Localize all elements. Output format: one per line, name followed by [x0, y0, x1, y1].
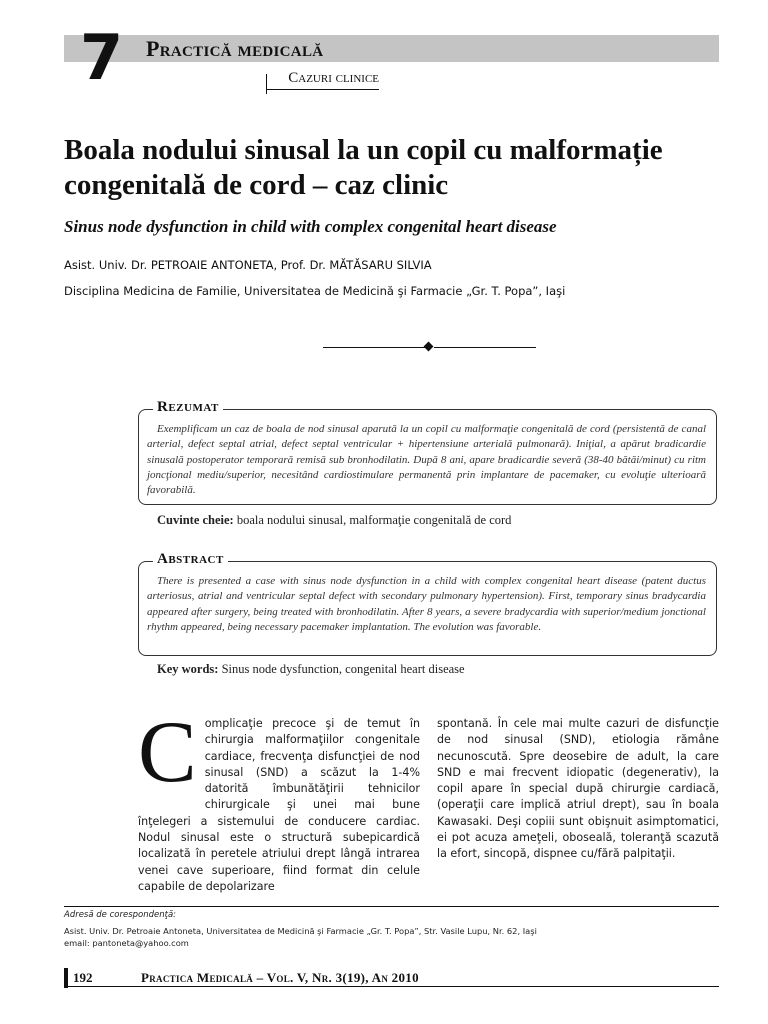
footer-rule — [64, 986, 719, 987]
rezumat-label: Rezumat — [153, 399, 223, 416]
keywords-ro-label: Cuvinte cheie: — [157, 513, 234, 527]
correspondence-email: email: pantoneta@yahoo.com — [64, 938, 189, 948]
journal-reference: Practica Medicală – Vol. V, Nr. 3(19), An 2010 — [141, 970, 419, 985]
body-left-text: omplicaţie precoce şi de temut în chirurgia malformaţiilor congenitale cardiace, frecvenţa disfuncţiei de nod sinusal (SND) a scăzut la 1-4% datorită îmbunătăţirii tehnicilor chirurgicale şi unei mai bune înţelegeri a sistemului de conducere cardiac. Nodul sinusal este o structură subepicardică localizată în peretele atriului drept lângă intrarea venei cave superioare, fiind format din celule capabile de depolarizare — [138, 717, 420, 893]
rezumat-box — [138, 399, 717, 505]
body-right-column — [437, 716, 719, 863]
divider-left — [323, 347, 425, 348]
correspondence-label: Adresă de corespondenţă: — [64, 910, 177, 920]
dropcap: C — [138, 704, 197, 801]
article-title: Boala nodului sinusal la un copil cu malformație congenitală de cord – caz clinic — [64, 134, 663, 201]
abstract-box — [138, 551, 717, 656]
page-number: 192 — [73, 970, 93, 985]
body-left-column — [138, 704, 420, 895]
keywords-en-text: Sinus node dysfunction, congenital heart disease — [218, 662, 465, 676]
authors: Asist. Univ. Dr. PETROAIE ANTONETA, Prof. Dr. MĂTĂSARU SILVIA — [64, 258, 432, 272]
footnote-rule — [64, 906, 719, 907]
affiliation: Disciplina Medicina de Familie, Universitatea de Medicină şi Farmacie „Gr. T. Popa”, Iaşi — [64, 284, 566, 298]
abstract-text: There is presented a case with sinus node dysfunction in a child with complex congenital heart disease (patent ductus arteriosus, atrial and ventricular septal defect with secondary pulmonary hypertension). First, temporary sinus bradycardia appeared after surgery, being treated with bronhodilatin. After 8 years, a severe bradycardia with superior/medium jonctional rhythm appeared, being necessary pacemaker implantation. The evolution was favorable. — [147, 575, 706, 633]
rezumat-text: Exemplificam un caz de boala de nod sinusal aparută la un copil cu malformaţie congenitală de cord (persistentă de canal arterial, defect septal atrial, defect septal ventricular + hipertensiune arterială pulmonară). Iniţial, a apărut bradicardie sinusală postoperator temporară remisă sub bronhodilatin. După 8 ani, apare bradicardie severă (38-40 bătăi/minut) cu ritm joncţional mediu/superior, necesitând cardiostimulare permanentă prin implantare de pacemaker, cu evoluţie ulterioară favorabilă. — [147, 423, 706, 497]
section-title: Practică medicală — [146, 36, 324, 61]
page-marker — [64, 968, 68, 988]
keywords-ro — [157, 513, 511, 528]
chapter-number: 7 — [80, 21, 124, 94]
divider-right — [434, 347, 536, 348]
keywords-ro-text: boala nodului sinusal, malformaţie congenitală de cord — [233, 513, 512, 527]
body-right-text: spontană. În cele mai multe cazuri de disfuncţie de nod sinusal (SND), etiologia rămâne necunoscută. Spre deosebire de adult, la care SND e mai frecvent idiopatic (degenerativ), la copil apare în special după chirurgie cardiacă, (operaţii care implică atriul drept), sau în boala Kawasaki. Deşi copiii sunt obişnuit asimptomatici, ei pot acuza ameţeli, oboseală, toleranţă scazută la efort, sincopă, dispnee cu/fără palpitaţii. — [437, 717, 719, 861]
article-title-en: Sinus node dysfunction in child with complex congenital heart disease — [64, 217, 557, 236]
abstract-label: Abstract — [153, 551, 228, 568]
correspondence-address: Asist. Univ. Dr. Petroaie Antoneta, Universitatea de Medicină şi Farmacie „Gr. T. Popa”, Str. Vasile Lupu, Nr. 62, Iaşi — [64, 926, 537, 936]
subsection-title: Cazuri clinice — [266, 70, 379, 90]
keywords-en — [157, 662, 465, 677]
keywords-en-label: Key words: — [157, 662, 219, 676]
divider-diamond-icon — [424, 342, 434, 352]
